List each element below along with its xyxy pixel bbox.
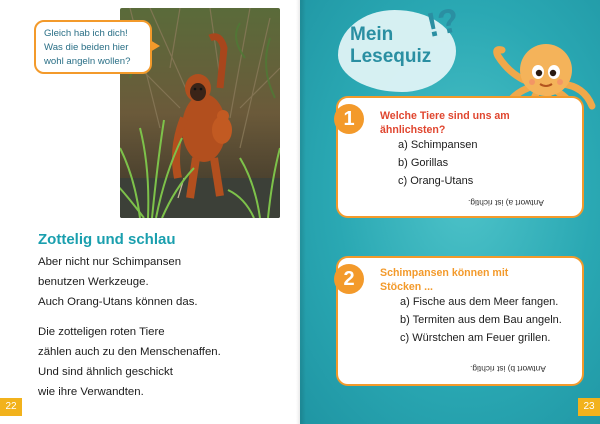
answer-option: b) Termiten aus dem Bau angeln. bbox=[400, 314, 562, 326]
upside-down-answer: Antwort b) ist richtig. bbox=[470, 364, 546, 374]
answer-option: b) Gorillas bbox=[398, 157, 449, 169]
quiz-title bbox=[350, 24, 431, 68]
page-number-left: 22 bbox=[0, 398, 22, 416]
question-number-badge: 1 bbox=[334, 104, 364, 134]
question-line: ähnlichsten? bbox=[380, 124, 446, 136]
paragraph-line: benutzen Werkzeuge. bbox=[38, 276, 149, 288]
paragraph-line: Und sind ähnlich geschickt bbox=[38, 366, 173, 378]
book-gutter bbox=[296, 0, 306, 424]
question-line: Stöcken ... bbox=[380, 281, 433, 293]
paragraph-line: Auch Orang-Utans können das. bbox=[38, 296, 198, 308]
paragraph-2 bbox=[38, 322, 221, 402]
answer-option: a) Schimpansen bbox=[398, 139, 478, 151]
paragraph-line: Aber nicht nur Schimpansen bbox=[38, 256, 182, 268]
speech-line: wohl angeln wollen? bbox=[44, 56, 131, 67]
answer-option: a) Fische aus dem Meer fangen. bbox=[400, 296, 559, 308]
answer-option: c) Orang-Utans bbox=[398, 175, 474, 187]
speech-bubble bbox=[34, 20, 152, 74]
speech-line: Gleich hab ich dich! bbox=[44, 28, 128, 39]
paragraph-line: zählen auch zu den Menschenaffen. bbox=[38, 346, 221, 358]
quiz-title-line: Lesequiz bbox=[350, 46, 432, 67]
quiz-title-line: Mein bbox=[350, 24, 394, 45]
upside-down-answer: Antwort a) ist richtig. bbox=[468, 198, 544, 208]
paragraph-1 bbox=[38, 252, 198, 312]
paragraph-line: Die zotteligen roten Tiere bbox=[38, 326, 165, 338]
paragraph-line: wie ihre Verwandten. bbox=[38, 386, 144, 398]
question-1-text bbox=[380, 109, 510, 137]
exclamation-question-icon: !? bbox=[423, 1, 463, 45]
page-number-right: 23 bbox=[578, 398, 600, 416]
question-2-text bbox=[380, 266, 508, 294]
section-heading: Zottelig und schlau bbox=[38, 231, 176, 248]
question-line: Welche Tiere sind uns am bbox=[380, 110, 510, 122]
question-line: Schimpansen können mit bbox=[380, 267, 509, 279]
question-number-badge: 2 bbox=[334, 264, 364, 294]
answer-option: c) Würstchen am Feuer grillen. bbox=[400, 332, 551, 344]
speech-line: Was die beiden hier bbox=[44, 42, 129, 53]
